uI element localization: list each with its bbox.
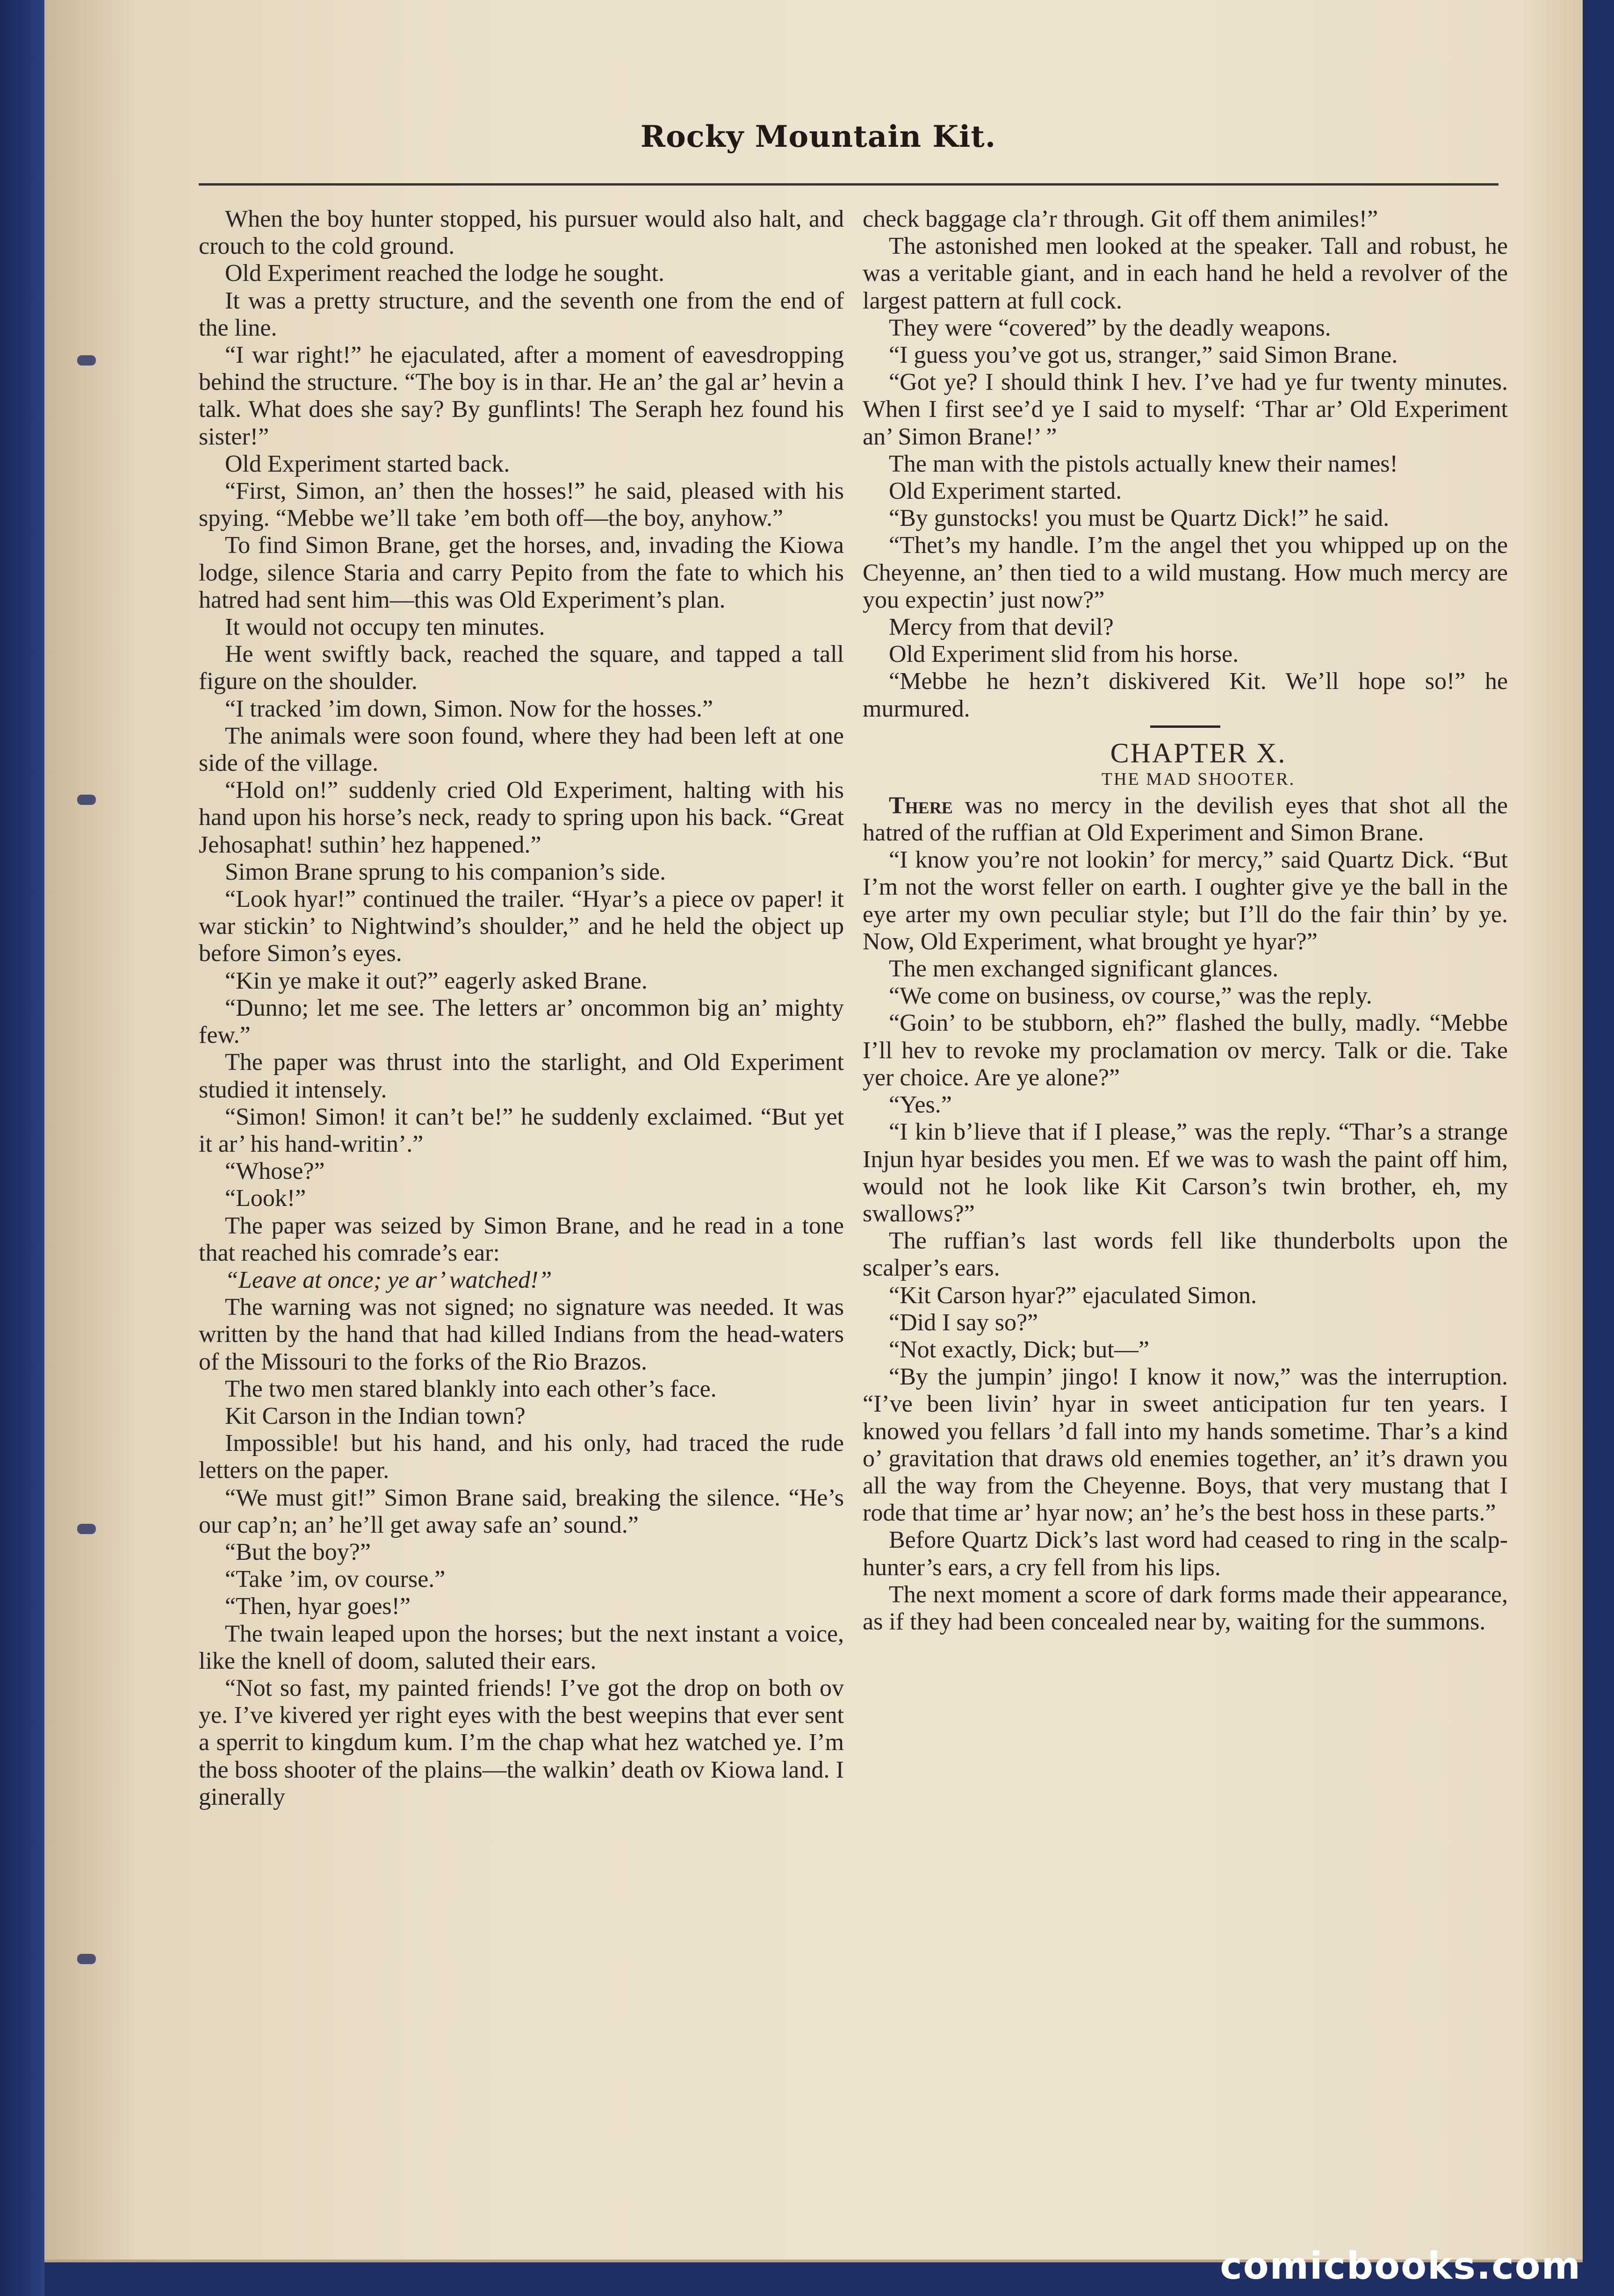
paragraph: “Take ’im, ov course.” [225,1566,446,1593]
paragraph: “Kit Carson hyar?” ejaculated Simon. [889,1282,1257,1309]
site-watermark: comicbooks.com [1220,2244,1581,2288]
paragraph: Old Experiment started back. [225,450,510,477]
paragraph: “But the boy?” [225,1538,371,1565]
paragraph: Old Experiment started. [889,478,1122,505]
left-column [199,206,844,1811]
paragraph: “Look hyar!” continued the trailer. “Hyar’s a piece ov paper! it war stickin’ to Nightwind’s shoulder,” and he held the object up before Simon’s eyes. [199,886,844,967]
paragraph: To find Simon Brane, get the horses, and, invading the Kiowa lodge, silence Staria and carry Pepito from the fate to which his hatred had sent him—this was Old Experiment’s plan. [199,532,844,613]
paragraph: “Got ye? I should think I hev. I’ve had ye fur twenty minutes. When I first see’d ye I said to myself: ‘Thar ar’ Old Experiment an’ Simon Brane!’ ” [863,369,1508,450]
paragraph: The men exchanged significant glances. [889,955,1279,983]
paragraph: “First, Simon, an’ then the hosses!” he said, pleased with his spying. “Mebbe we’ll take ’em both off—the boy, anyhow.” [199,478,844,532]
paragraph: The warning was not signed; no signature was needed. It was written by the hand that had killed Indians from the head-waters of the Missouri to the forks of the Rio Brazos. [199,1294,844,1375]
chapter-subtitle: THE MAD SHOOTER. [1101,769,1296,789]
lead-word: There [889,792,953,819]
paragraph: Old Experiment slid from his horse. [889,641,1239,668]
paragraph: “Goin’ to be stubborn, eh?” flashed the bully, madly. “Mebbe I’ll hev to revoke my proclamation ov mercy. Talk or die. Take yer choice. Are ye alone?” [863,1010,1508,1091]
right-column [863,206,1508,1636]
paragraph: check baggage cla’r through. Git off them animiles!” [863,206,1378,232]
paragraph: “By the jumpin’ jingo! I know it now,” was the interruption. “I’ve been livin’ hyar in sweet anticipation fur ten years. I knowed you fellars ’d fall into my hands sometime. Thar’s a kind o’ gravitation that draws old enemies together, an’ it’s drawn you all the way from the Cheyenne. Boys, that very mustang that I rode that time ar’ hyar now; an’ he’s the best hoss in these parts.” [863,1363,1508,1527]
paragraph: “Hold on!” suddenly cried Old Experiment, halting with his hand upon his horse’s neck, ready to spring upon his back. “Great Jehosaphat! suthin’ hez happened.” [199,777,844,858]
paragraph: “I guess you’ve got us, stranger,” said Simon Brane. [889,342,1398,369]
binding-stitch [77,355,96,366]
paragraph: The man with the pistols actually knew their names! [889,450,1398,477]
paragraph: “Whose?” [225,1158,325,1185]
paragraph: “Simon! Simon! it can’t be!” he suddenly exclaimed. “But yet it ar’ his hand-writin’.” [199,1103,844,1157]
paragraph: “Look!” [225,1185,306,1212]
paragraph: The astonished men looked at the speaker. Tall and robust, he was a veritable giant, and in each hand he held a revolver of the largest pattern at full cock. [863,233,1508,314]
paragraph: The two men stared blankly into each other’s face. [225,1375,717,1402]
paragraph: “Not exactly, Dick; but—” [889,1336,1149,1363]
paragraph: Kit Carson in the Indian town? [225,1402,526,1429]
paragraph: Mercy from that devil? [889,614,1114,641]
paragraph: “Thet’s my handle. I’m the angel thet you whipped up on the Cheyenne, an’ then tied to a wild mustang. How much mercy are you expectin’ just now?” [863,532,1508,613]
paragraph: He went swiftly back, reached the square, and tapped a tall figure on the shoulder. [199,641,844,695]
paragraph: Simon Brane sprung to his companion’s side. [225,858,666,885]
paragraph: “I know you’re not lookin’ for mercy,” said Quartz Dick. “But I’m not the worst feller on earth. I oughter give ye the ball in the eye arter my own peculiar style; but I’ll do the fair thin’ by ye. Now, Old Experiment, what brought ye hyar?” [863,847,1508,955]
chapter-opening-paragraph [863,792,1508,847]
section-divider [1150,725,1220,728]
paragraph: Before Quartz Dick’s last word had ceased to ring in the scalp-hunter’s ears, a cry fell from his lips. [863,1527,1508,1581]
paragraph: “I kin b’lieve that if I please,” was the reply. “Thar’s a strange Injun hyar besides you men. Ef we was to wash the paint off him, would not he look like Kit Carson’s twin brother, eh, my swallows?” [863,1119,1508,1227]
binding-spine [0,0,44,2296]
binding-stitch [77,1954,96,1964]
paragraph: The twain leaped upon the horses; but the next instant a voice, like the knell of doom, saluted their ears. [199,1620,844,1674]
paragraph: “Dunno; let me see. The letters ar’ oncommon big an’ mighty few.” [199,994,844,1049]
paragraph: “Did I say so?” [889,1309,1038,1336]
lead-text: was no mercy in the devilish eyes that shot all the hatred of the ruffian at Old Experiment and Simon Brane. [863,792,1508,847]
paragraph: “Mebbe he hezn’t diskivered Kit. We’ll hope so!” he murmured. [863,668,1508,722]
paragraph: The next moment a score of dark forms made their appearance, as if they had been concealed near by, waiting for the summons. [863,1581,1508,1635]
paragraph: “By gunstocks! you must be Quartz Dick!” he said. [889,505,1390,532]
paragraph: It was a pretty structure, and the seventh one from the end of the line. [199,287,844,341]
paragraph: Impossible! but his hand, and his only, had traced the rude letters on the paper. [199,1430,844,1484]
paragraph: Old Experiment reached the lodge he sought. [225,260,665,287]
chapter-heading: CHAPTER X. [1110,737,1287,768]
paragraph: “I war right!” he ejaculated, after a moment of eavesdropping behind the structure. “The boy is in thar. He an’ the gal ar’ hevin a talk. What does she say? By gunflints! The Seraph hez found his sister!” [199,342,844,450]
binding-stitch [77,795,96,805]
paragraph: “Then, hyar goes!” [225,1593,411,1620]
paragraph: “I tracked ’im down, Simon. Now for the hosses.” [225,695,713,722]
running-header: Rocky Mountain Kit. [640,119,996,154]
paragraph: The paper was thrust into the starlight, and Old Experiment studied it intensely. [199,1049,844,1103]
paragraph: The ruffian’s last words fell like thunderbolts upon the scalper’s ears. [863,1227,1508,1282]
paragraph: “Yes.” [889,1091,952,1119]
paragraph: “We come on business, ov course,” was the reply. [889,983,1372,1010]
paragraph: The paper was seized by Simon Brane, and he read in a tone that reached his comrade’s ear: [199,1212,844,1266]
header-rule [199,183,1499,186]
paragraph: The animals were soon found, where they had been left at one side of the village. [199,722,844,777]
paragraph: “We must git!” Simon Brane said, breaking the silence. “He’s our cap’n; an’ he’ll get away safe an’ sound.” [199,1484,844,1538]
paragraph: When the boy hunter stopped, his pursuer would also halt, and crouch to the cold ground. [199,206,844,260]
paragraph: They were “covered” by the deadly weapons. [889,314,1331,341]
paragraph: “Not so fast, my painted friends! I’ve got the drop on both ov ye. I’ve kivered yer right eyes with the best weepins that ever sent a sperrit to kingdum kum. I’m the chap what hez watched ye. I’m the boss shooter of the plains—the walkin’ death ov Kiowa land. I ginerally [199,1674,844,1810]
binding-stitch [77,1524,96,1534]
paragraph: “Leave at once; ye ar’ watched!” [225,1266,552,1293]
paragraph: “Kin ye make it out?” eagerly asked Brane. [225,967,648,994]
paragraph: It would not occupy ten minutes. [225,614,545,641]
